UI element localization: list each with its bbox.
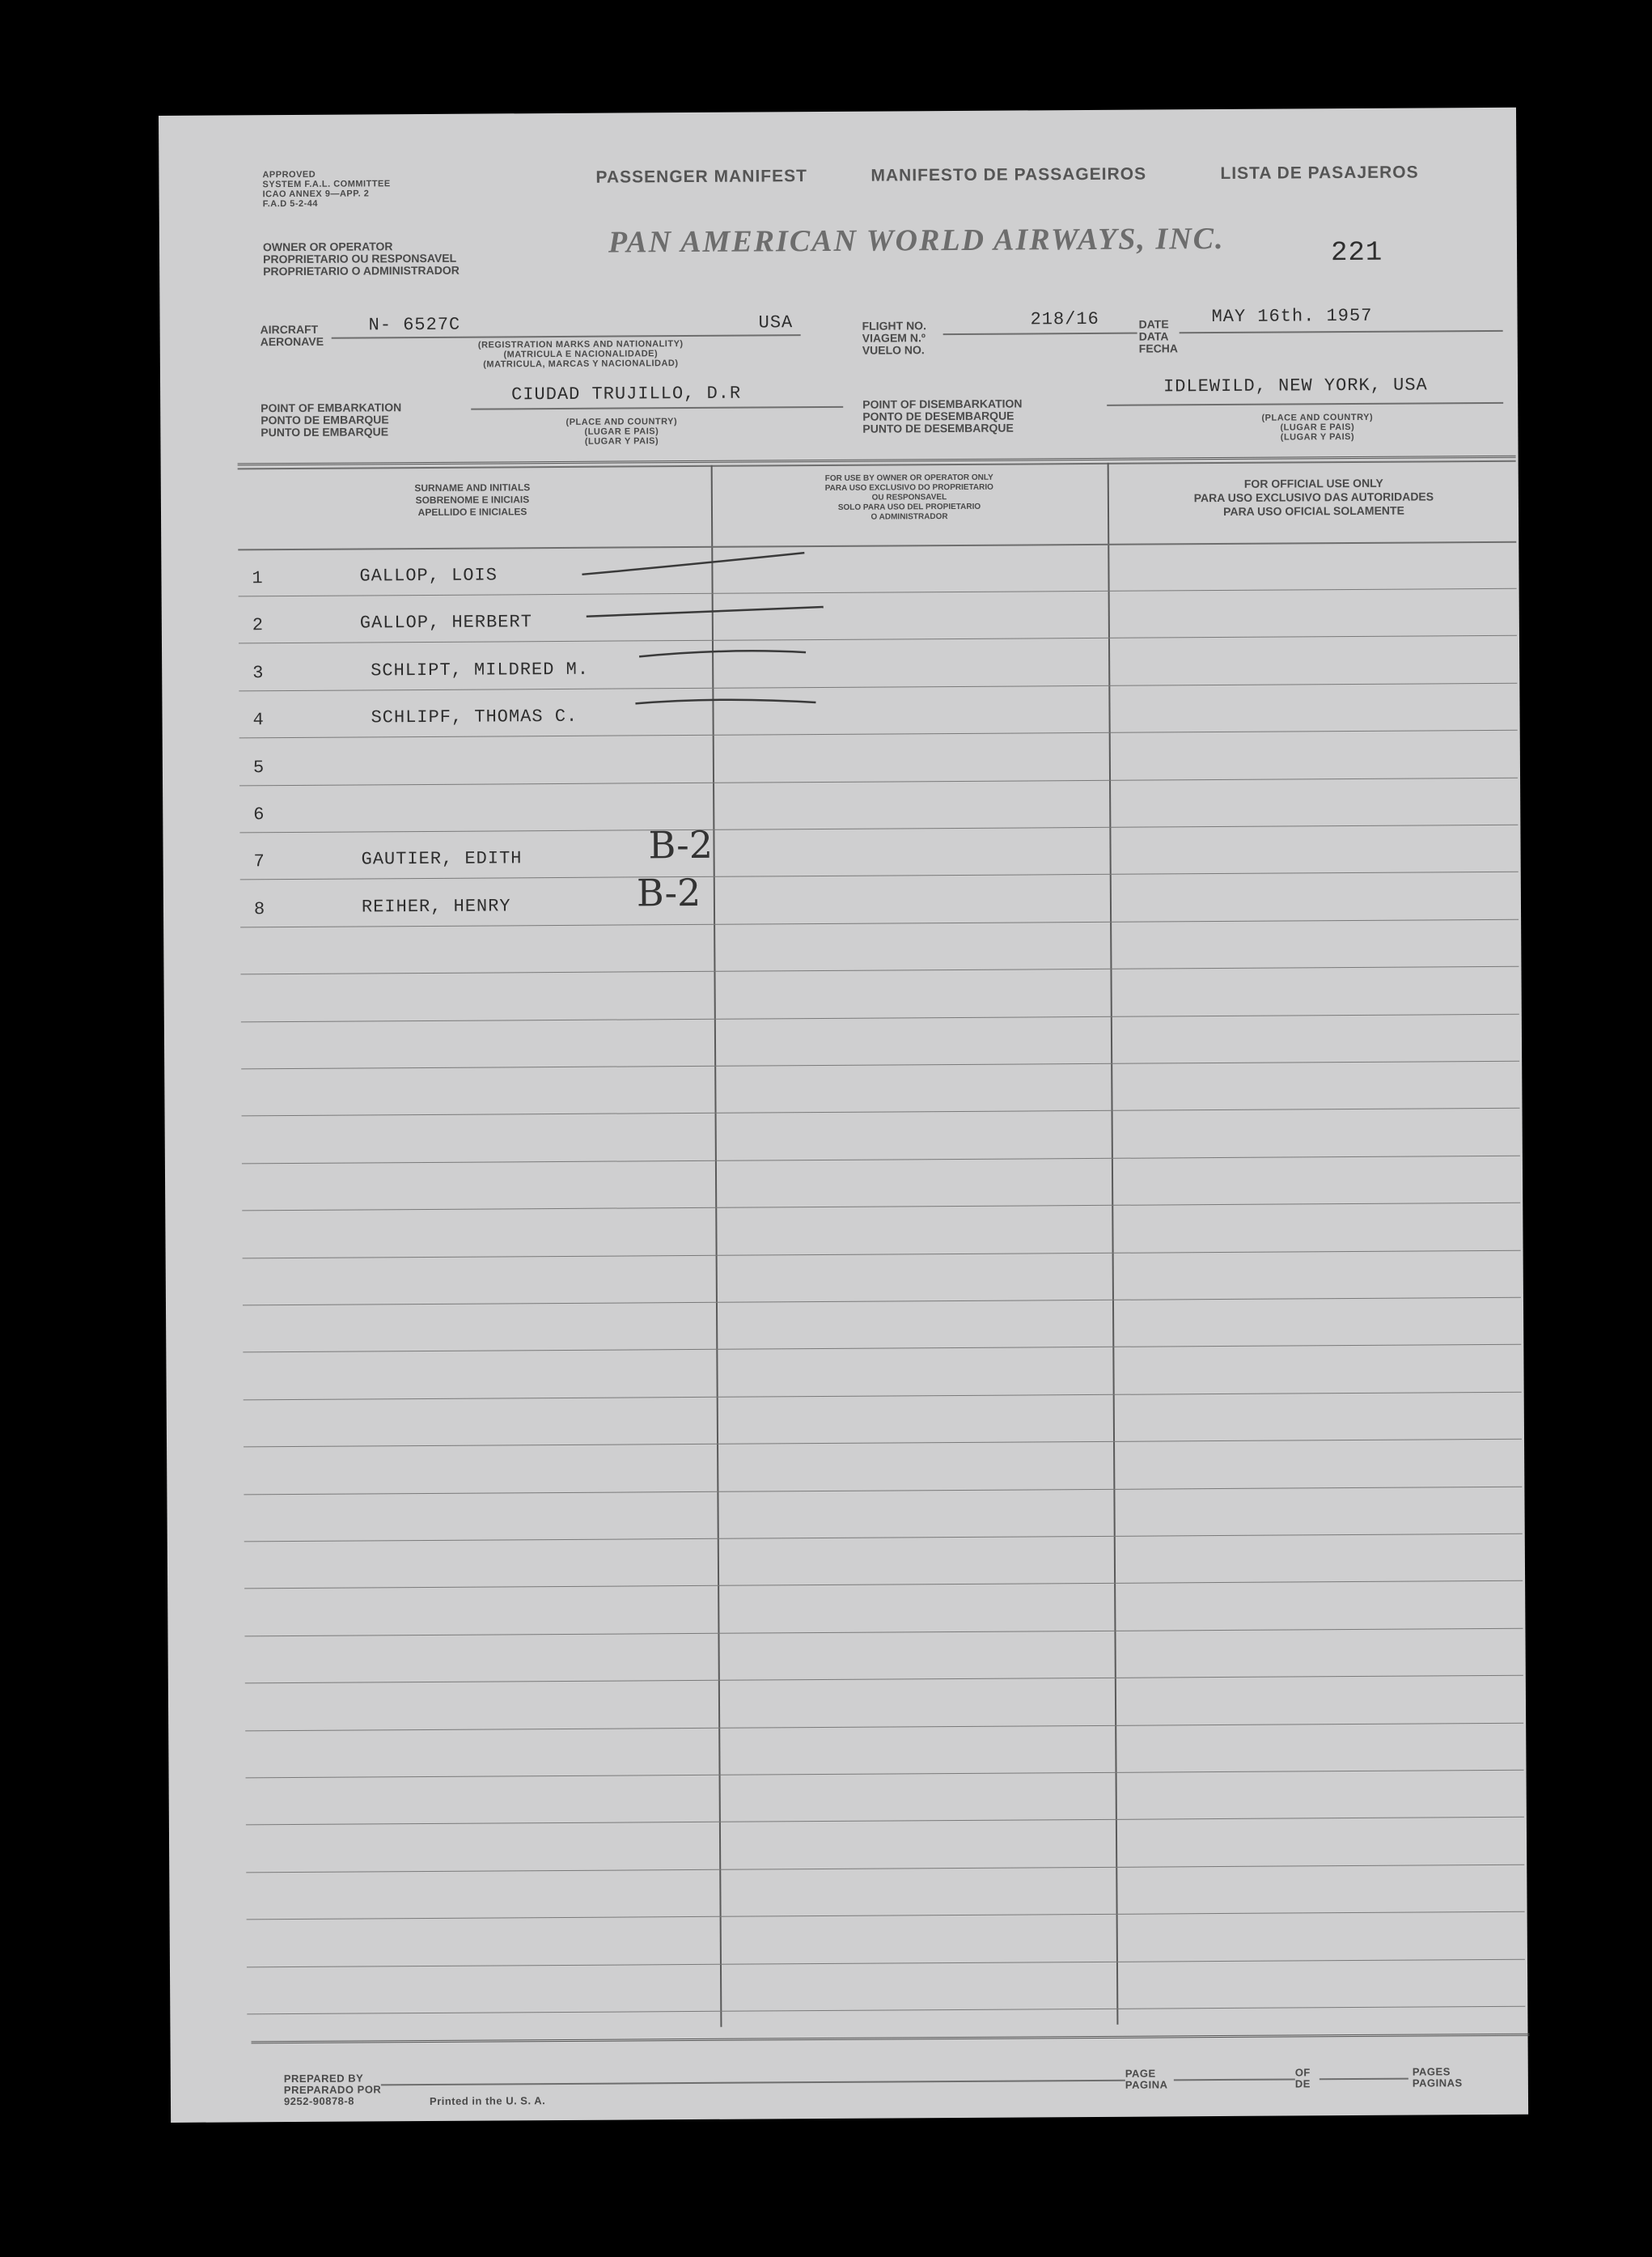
caption-line: (REGISTRATION MARKS AND NATIONALITY) — [477, 339, 684, 350]
row-number: 5 — [252, 757, 265, 778]
pen-marks — [159, 108, 1528, 2123]
of-label — [1295, 2067, 1311, 2089]
caption-line: (LUGAR Y PAIS) — [1280, 431, 1355, 443]
label-line: AERONAVE — [260, 334, 324, 349]
handwritten-mark: B-2 — [636, 870, 701, 915]
caption-line: (LUGAR Y PAIS) — [584, 436, 659, 447]
header-line: FOR USE BY OWNER OR OPERATOR ONLY — [824, 473, 993, 483]
label-line: POINT OF DISEMBARKATION — [862, 397, 1023, 411]
label-line: VIAGEM N.º — [862, 331, 926, 345]
passenger-name: GALLOP, HERBERT — [359, 612, 532, 634]
passenger-name: GAUTIER, EDITH — [361, 848, 523, 870]
owner-line: PROPRIETARIO O ADMINISTRADOR — [263, 263, 460, 278]
title-manifesto-passageiros: MANIFESTO DE PASSAGEIROS — [870, 164, 1147, 185]
owner-line: OWNER OR OPERATOR — [262, 240, 393, 254]
passenger-name: GALLOP, LOIS — [359, 565, 498, 587]
header-line: OU RESPONSAVEL — [871, 493, 947, 503]
caption-line: (LUGAR E PAIS) — [584, 426, 659, 437]
header-line: PARA USO OFICIAL SOLAMENTE — [1223, 503, 1404, 518]
page-label — [1125, 2068, 1168, 2090]
caption-line: (PLACE AND COUNTRY) — [565, 417, 678, 427]
header-line: SURNAME AND INITIALS — [414, 482, 531, 494]
page-number: 221 — [1330, 237, 1383, 269]
pen-line-4 — [635, 699, 815, 703]
header-line: PARA USO EXCLUSIVO DAS AUTORIDADES — [1193, 490, 1434, 505]
row-number: 4 — [252, 710, 264, 731]
flight-date: MAY 16th. 1957 — [1211, 305, 1373, 328]
owner-line: PROPRIETARIO OU RESPONSAVEL — [263, 251, 457, 266]
embarkation-point: CIUDAD TRUJILLO, D.R — [511, 383, 742, 405]
label-line: POINT OF EMBARKATION — [261, 401, 402, 415]
title-lista-pasajeros: LISTA DE PASAJEROS — [1220, 163, 1419, 183]
prepared-by-label — [284, 2072, 382, 2107]
aircraft-nationality: USA — [758, 312, 794, 333]
pages-label — [1413, 2066, 1463, 2089]
airline-name: PAN AMERICAN WORLD AIRWAYS, INC. — [608, 221, 1225, 260]
row-number: 7 — [253, 851, 265, 872]
label-line: DATE — [1138, 317, 1169, 331]
header-line: PARA USO EXCLUSIVO DO PROPRIETARIO — [824, 482, 993, 493]
pen-line-1 — [582, 553, 804, 575]
footer-line: DE — [1294, 2077, 1311, 2090]
header-line: APELLIDO E INICIALES — [417, 506, 527, 519]
row-number: 1 — [252, 568, 263, 589]
passenger-name: REIHER, HENRY — [361, 896, 511, 918]
aircraft-registration: N- 6527C — [368, 314, 461, 336]
label-line: PONTO DE EMBARQUE — [261, 413, 389, 427]
footer-line: PREPARED BY — [283, 2072, 364, 2085]
label-line: DATA — [1138, 329, 1169, 343]
approved-line: SYSTEM F.A.L. COMMITTEE — [262, 179, 391, 190]
label-line: VUELO NO. — [862, 343, 925, 357]
approved-line: APPROVED — [262, 169, 316, 180]
row-number: 8 — [253, 899, 265, 920]
header-line: O ADMINISTRADOR — [870, 512, 948, 522]
label-line: PONTO DE DESEMBARQUE — [862, 409, 1014, 423]
approved-line: ICAO ANNEX 9—APP. 2 — [262, 189, 370, 200]
row-number: 2 — [252, 615, 264, 636]
form-number: 9252-90878-8 — [283, 2094, 355, 2108]
caption-line: (MATRICULA, MARCAS Y NACIONALIDAD) — [483, 358, 679, 370]
flight-number: 218/16 — [1030, 308, 1099, 330]
printed-in-usa: Printed in the U. S. A. — [429, 2094, 546, 2107]
footer-line: PAGES — [1412, 2065, 1451, 2078]
label-line: FECHA — [1138, 342, 1179, 355]
header-line: FOR OFFICIAL USE ONLY — [1243, 476, 1383, 490]
footer-line: OF — [1294, 2066, 1311, 2079]
approved-line: F.A.D 5-2-44 — [262, 198, 319, 210]
caption-line: (PLACE AND COUNTRY) — [1261, 412, 1374, 423]
pen-line-2 — [587, 607, 824, 617]
handwritten-mark: B-2 — [648, 823, 714, 868]
header-line: SOBRENOME E INICIAIS — [415, 494, 530, 507]
caption-line: (LUGAR E PAIS) — [1280, 422, 1355, 433]
footer-line: PREPARADO POR — [283, 2083, 382, 2097]
passenger-name: SCHLIPT, MILDRED M. — [371, 659, 590, 681]
row-number: 3 — [252, 663, 264, 684]
passenger-name: SCHLIPF, THOMAS C. — [371, 706, 578, 728]
disembarkation-point: IDLEWILD, NEW YORK, USA — [1163, 375, 1428, 397]
label-line: FLIGHT NO. — [862, 319, 926, 333]
label-line: PUNTO DE EMBARQUE — [261, 425, 389, 439]
footer-line: PAGINA — [1125, 2078, 1168, 2091]
pen-line-3 — [639, 651, 806, 657]
footer-line: PAGINAS — [1412, 2077, 1463, 2089]
caption-line: (MATRICULA E NACIONALIDADE) — [503, 349, 659, 360]
manifest-sheet — [159, 108, 1528, 2123]
label-line: AIRCRAFT — [260, 322, 319, 337]
title-passenger-manifest: PASSENGER MANIFEST — [595, 167, 808, 187]
row-number: 6 — [253, 804, 265, 825]
footer-line: PAGE — [1125, 2067, 1156, 2080]
label-line: PUNTO DE DESEMBARQUE — [862, 421, 1014, 435]
header-line: SOLO PARA USO DEL PROPIETARIO — [837, 502, 981, 512]
